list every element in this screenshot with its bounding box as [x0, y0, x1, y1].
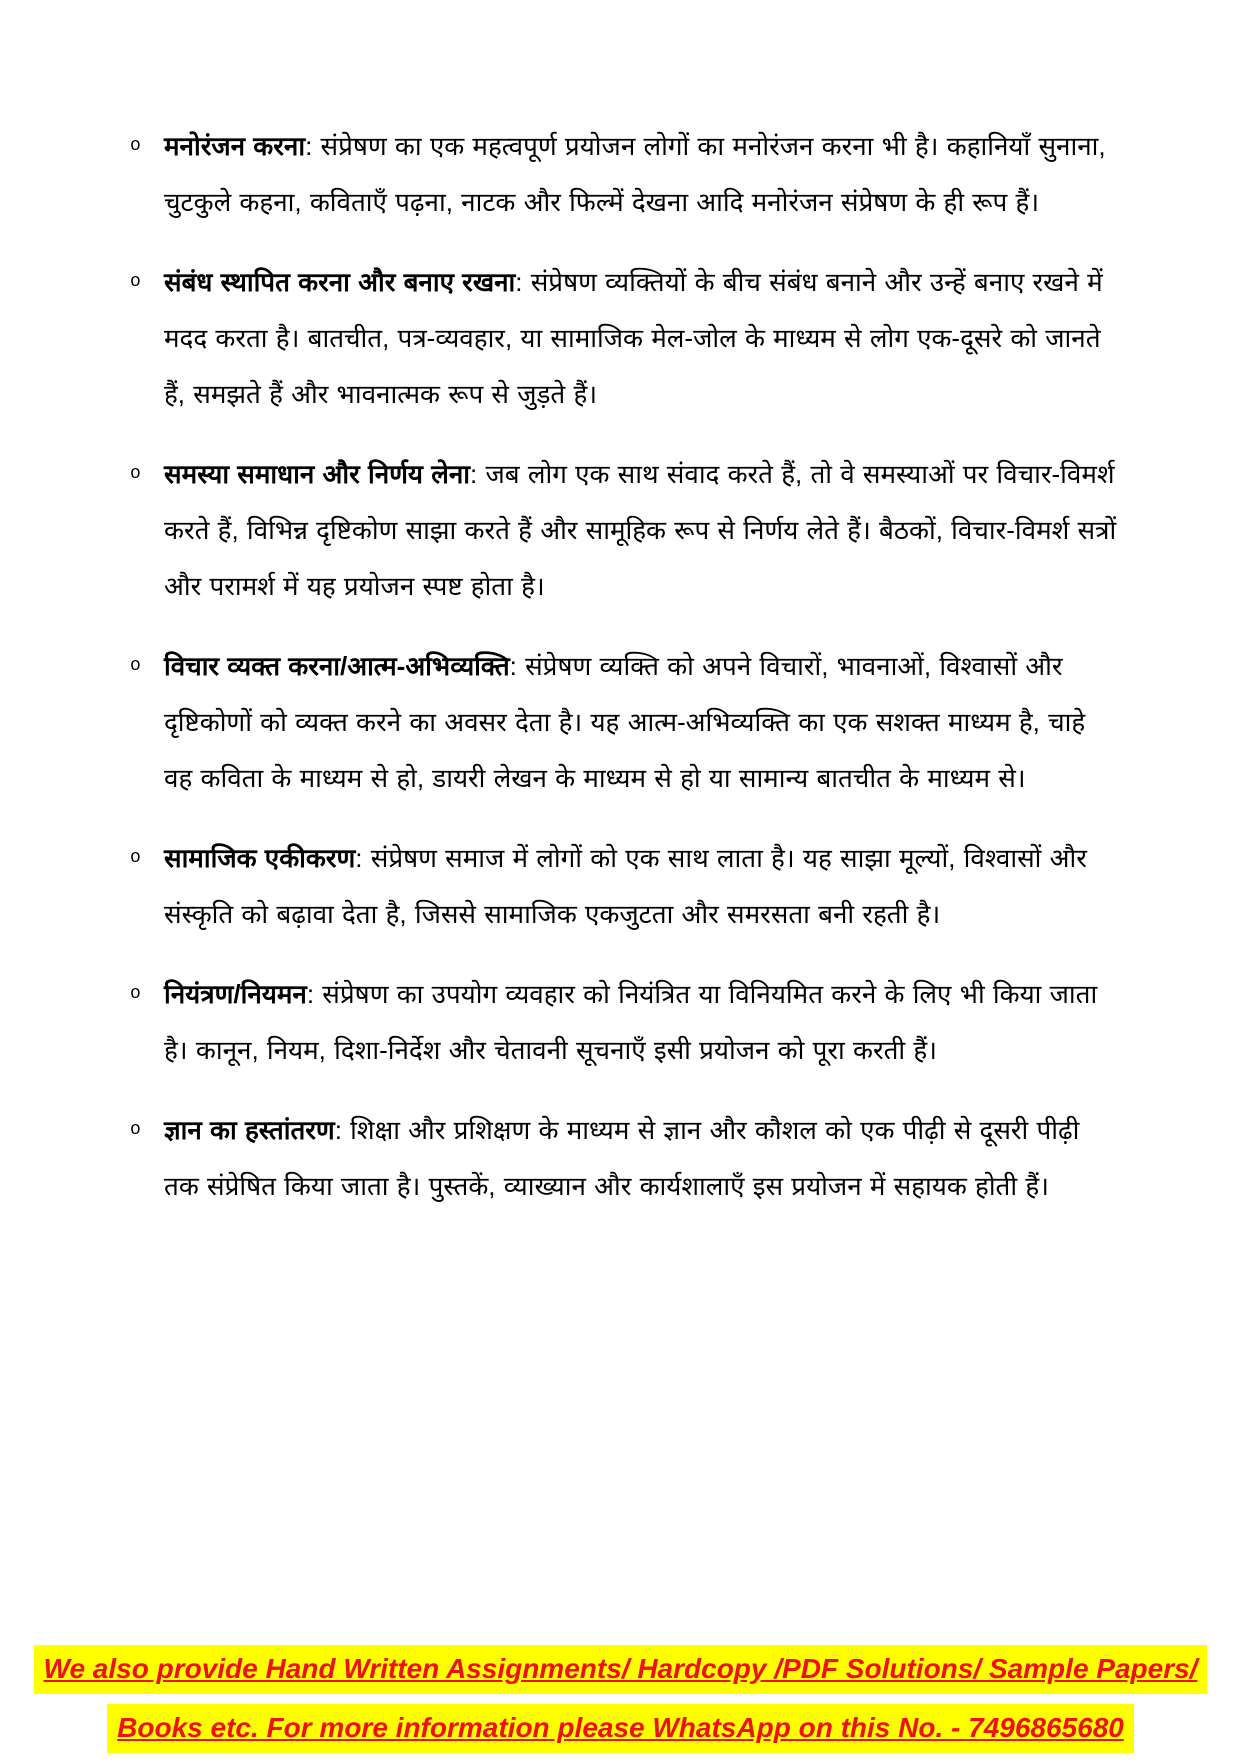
- bullet-list: [130, 118, 1120, 1238]
- item-heading: सामाजिक एकीकरण: [164, 843, 356, 873]
- list-item-text: [164, 638, 1120, 806]
- item-body: : जब लोग एक साथ संवाद करते हैं, तो वे समस्याओं पर विचार-विमर्श करते हैं, विभिन्न दृष्टिकोण साझा करते हैं और सामूहिक रूप से निर्णय लेते हैं। बैठकों, विचार-विमर्श सत्रों और परामर्श में यह प्रयोजन स्पष्ट होता है।: [164, 459, 1117, 601]
- promo-footer-text-2: Books etc. For more information please WhatsApp on this No. - 7496865680: [107, 1704, 1134, 1753]
- list-item-text: [164, 966, 1120, 1078]
- bullet-icon: o: [130, 656, 141, 676]
- bullet-icon: o: [130, 136, 141, 156]
- bullet-icon: o: [130, 1120, 141, 1140]
- list-item-text: [164, 254, 1120, 422]
- item-heading: नियंत्रण/नियमन: [164, 979, 307, 1009]
- item-heading: ज्ञान का हस्तांतरण: [164, 1115, 335, 1145]
- item-body: : संप्रेषण व्यक्ति को अपने विचारों, भावनाओं, विश्वासों और दृष्टिकोणों को व्यक्त करने का अवसर देता है। यह आत्म-अभिव्यक्ति का एक सशक्त माध्यम है, चाहे वह कविता के माध्यम से हो, डायरी लेखन के माध्यम से हो या सामान्य बातचीत के माध्यम से।: [164, 651, 1086, 793]
- item-body: : शिक्षा और प्रशिक्षण के माध्यम से ज्ञान और कौशल को एक पीढ़ी से दूसरी पीढ़ी तक संप्रेषित किया जाता है। पुस्तकें, व्याख्यान और कार्यशालाएँ इस प्रयोजन में सहायक होती हैं।: [164, 1115, 1080, 1201]
- bullet-icon: o: [130, 272, 141, 292]
- bullet-icon: o: [130, 984, 141, 1004]
- item-body: : संप्रेषण का उपयोग व्यवहार को नियंत्रित या विनियमित करने के लिए भी किया जाता है। कानून, नियम, दिशा-निर्देश और चेतावनी सूचनाएँ इसी प्रयोजन को पूरा करती हैं।: [164, 979, 1098, 1065]
- promo-footer-text-1: We also provide Hand Written Assignments/ Hardcopy /PDF Solutions/ Sample Papers/: [34, 1645, 1208, 1694]
- list-item: [130, 254, 1120, 422]
- item-heading: संबंध स्थापित करना और बनाए रखना: [164, 267, 516, 297]
- item-heading: विचार व्यक्त करना/आत्म-अभिव्यक्ति: [164, 651, 510, 681]
- list-item-text: [164, 446, 1120, 614]
- list-item: [130, 118, 1120, 230]
- list-item: [130, 1102, 1120, 1214]
- list-item: [130, 830, 1120, 942]
- item-body: : संप्रेषण समाज में लोगों को एक साथ लाता है। यह साझा मूल्यों, विश्वासों और संस्कृति को बढ़ावा देता है, जिससे सामाजिक एकजुटता और समरसता बनी रहती है।: [164, 843, 1087, 929]
- list-item: [130, 966, 1120, 1078]
- bullet-icon: o: [130, 848, 141, 868]
- list-item-text: [164, 830, 1120, 942]
- item-body: : संप्रेषण का एक महत्वपूर्ण प्रयोजन लोगों का मनोरंजन करना भी है। कहानियाँ सुनाना, चुटकुले कहना, कविताएँ पढ़ना, नाटक और फिल्में देखना आदि मनोरंजन संप्रेषण के ही रूप हैं।: [164, 131, 1106, 217]
- promo-footer: [0, 1645, 1241, 1763]
- bullet-icon: o: [130, 464, 141, 484]
- list-item-text: [164, 1102, 1120, 1214]
- item-heading: मनोरंजन करना: [164, 131, 306, 161]
- item-body: : संप्रेषण व्यक्तियों के बीच संबंध बनाने और उन्हें बनाए रखने में मदद करता है। बातचीत, पत्र-व्यवहार, या सामाजिक मेल-जोल के माध्यम से लोग एक-दूसरे को जानते हैं, समझते हैं और भावनात्मक रूप से जुड़ते हैं।: [164, 267, 1103, 409]
- list-item: [130, 446, 1120, 614]
- promo-footer-line-1: [0, 1645, 1241, 1695]
- list-item-text: [164, 118, 1120, 230]
- list-item: [130, 638, 1120, 806]
- promo-footer-line-2: [0, 1704, 1241, 1754]
- item-heading: समस्या समाधान और निर्णय लेना: [164, 459, 471, 489]
